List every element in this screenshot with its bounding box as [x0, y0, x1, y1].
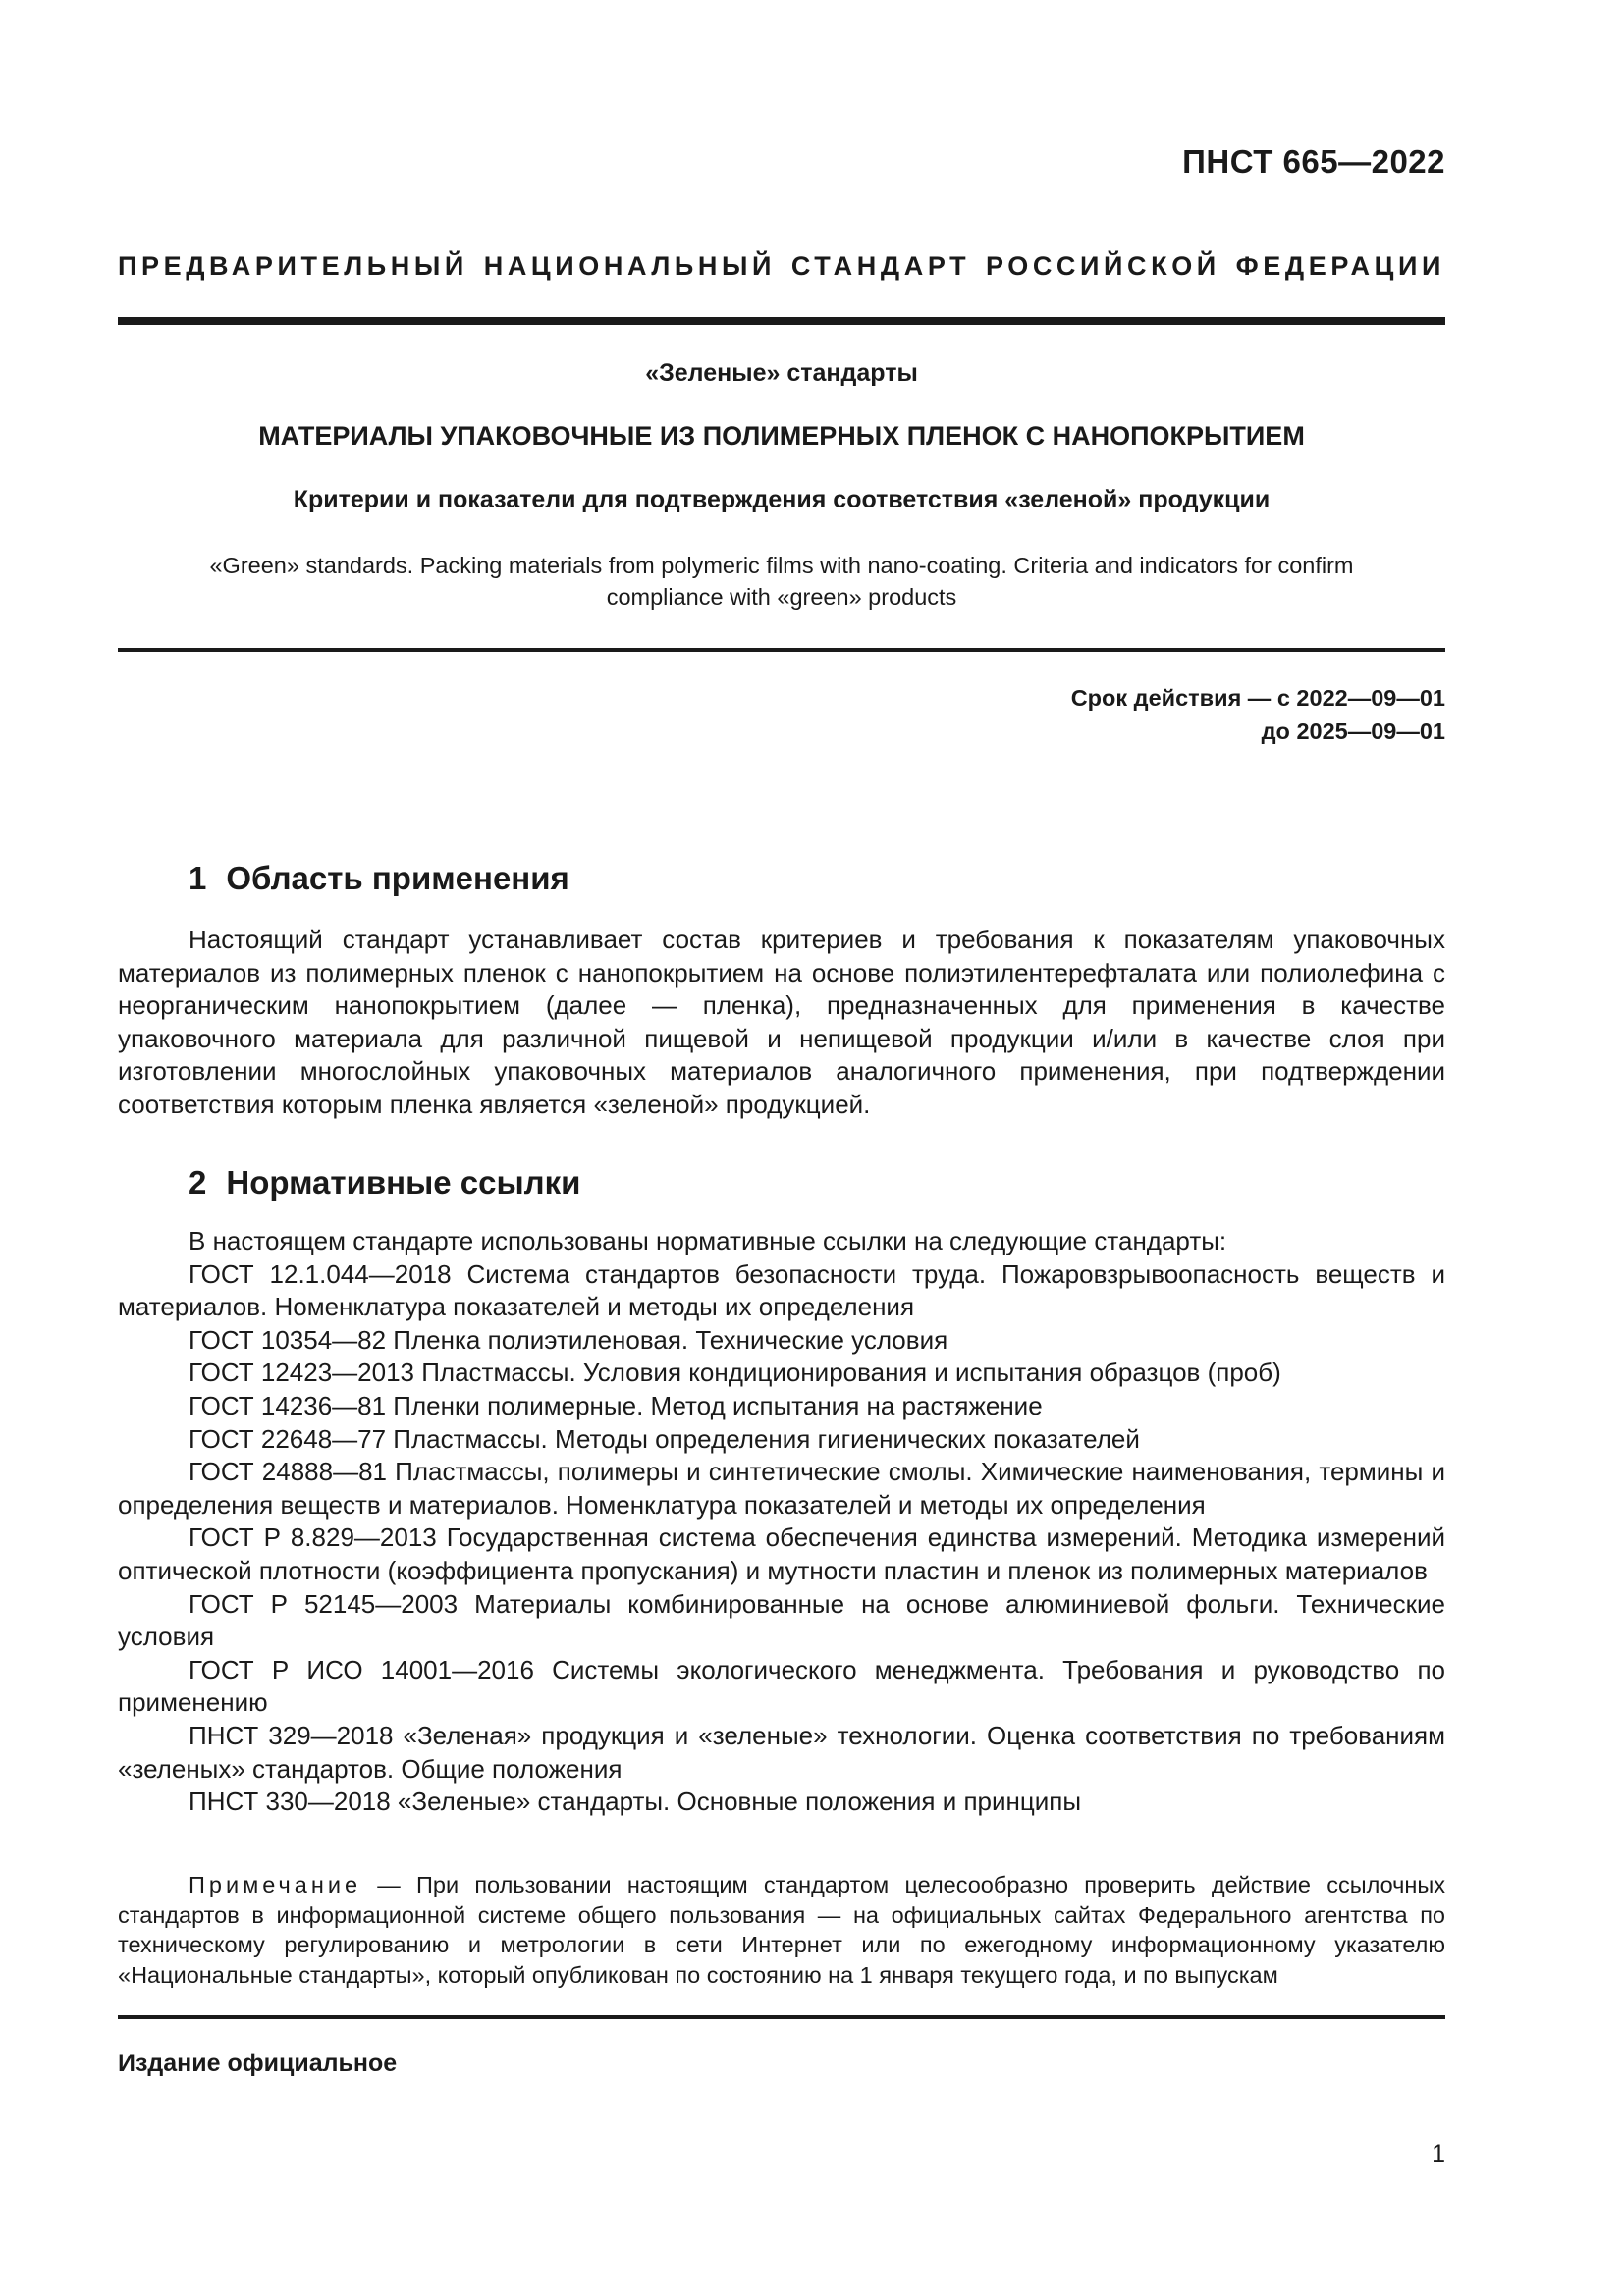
reference-item: ГОСТ 10354—82 Пленка полиэтиленовая. Технические условия [189, 1324, 948, 1355]
reference-note [118, 1870, 1445, 1990]
reference-item: ПНСТ 330—2018 «Зеленые» стандарты. Основные положения и принципы [189, 1787, 1082, 1817]
references-intro: В настоящем стандарте использованы нормативные ссылки на следующие стандарты: [189, 1226, 1227, 1255]
header-divider [118, 317, 1445, 325]
document-page [118, 0, 1445, 2296]
document-code: ПНСТ 665—2022 [1182, 143, 1445, 180]
section-1-heading [189, 860, 569, 897]
section-1-text: Настоящий стандарт устанавливает состав критериев и требования к показателям упаковочных материалов из полимерных пленок с нанопокрытием на основе полиэтилентерефталата или полиолефина с неорганическим нанопокрытием (далее — пленка), предназначенных для применения в качестве упаковочного материала для различной пищевой и непищевой продукции и/или в качестве слоя при изготовлении многослойных упаковочных материалов аналогичного применения, при подтверждении соответствия которым пленка является «зеленой» продукцией. [118, 925, 1445, 1119]
english-title: «Green» standards. Packing materials from polymeric films with nano-coating. Criteria and indicators for confirm compliance with «green» products [209, 553, 1354, 610]
reference-item: ГОСТ 22648—77 Пластмассы. Методы определения гигиенических показателей [189, 1423, 1140, 1454]
section-2-number: 2 [189, 1164, 207, 1201]
validity-to: до 2025—09—01 [1261, 719, 1445, 744]
section-2-heading [189, 1164, 580, 1201]
note-text: — При пользовании настоящим стандартом целесообразно проверить действие ссылочных стандартов в информационной системе общего пользования — на официальных сайтах Федерального агентства по техническому регулированию и метрологии в сети Интернет или по ежегодному информационному указателю «Национальные стандарты», который опубликован по состоянию на 1 января текущего года, и по выпускам [118, 1872, 1445, 1988]
reference-item: ГОСТ Р 8.829—2013 Государственная система обеспечения единства измерений. Методика измерений оптической плотности (коэффициента пропускания) и мутности пластин и пленок из полимерных материалов [118, 1522, 1445, 1585]
section-2-title: Нормативные ссылки [226, 1164, 581, 1201]
footer-divider [118, 2015, 1445, 2019]
reference-item: ПНСТ 329—2018 «Зеленая» продукция и «зеленые» технологии. Оценка соответствия по требованиям «зеленых» стандартов. Общие положения [118, 1720, 1445, 1784]
official-edition-label: Издание официальное [118, 2050, 398, 2077]
reference-item: ГОСТ Р 52145—2003 Материалы комбинированные на основе алюминиевой фольги. Технические условия [118, 1588, 1445, 1652]
section-1-title: Область применения [226, 860, 569, 896]
section-1-number: 1 [189, 860, 207, 896]
validity-period [1071, 681, 1445, 748]
document-subtitle: Критерии и показатели для подтверждения соответствия «зеленой» продукции [293, 486, 1271, 513]
standard-type-heading: ПРЕДВАРИТЕЛЬНЫЙ НАЦИОНАЛЬНЫЙ СТАНДАРТ РОССИЙСКОЙ ФЕДЕРАЦИИ [118, 251, 1445, 281]
page-number: 1 [1432, 2140, 1445, 2167]
reference-item: ГОСТ 12.1.044—2018 Система стандартов безопасности труда. Пожаровзрывоопасность веществ и материалов. Номенклатура показателей и методы их определения [118, 1258, 1445, 1322]
reference-item: ГОСТ 24888—81 Пластмассы, полимеры и синтетические смолы. Химические наименования, термины и определения веществ и материалов. Номенклатура показателей и методы их определения [118, 1457, 1445, 1520]
reference-item: ГОСТ Р ИСО 14001—2016 Системы экологического менеджмента. Требования и руководство по применению [118, 1654, 1445, 1718]
note-label: Примечание [189, 1872, 362, 1897]
title-divider [118, 648, 1445, 652]
references-list [118, 1225, 1445, 1819]
standard-series: «Зеленые» стандарты [645, 359, 918, 387]
document-title: МАТЕРИАЛЫ УПАКОВОЧНЫЕ ИЗ ПОЛИМЕРНЫХ ПЛЕНОК С НАНОПОКРЫТИЕМ [258, 421, 1305, 451]
reference-item: ГОСТ 12423—2013 Пластмассы. Условия кондиционирования и испытания образцов (проб) [189, 1358, 1281, 1388]
validity-from: Срок действия — с 2022—09—01 [1070, 685, 1445, 711]
reference-item: ГОСТ 14236—81 Пленки полимерные. Метод испытания на растяжение [189, 1390, 1043, 1420]
